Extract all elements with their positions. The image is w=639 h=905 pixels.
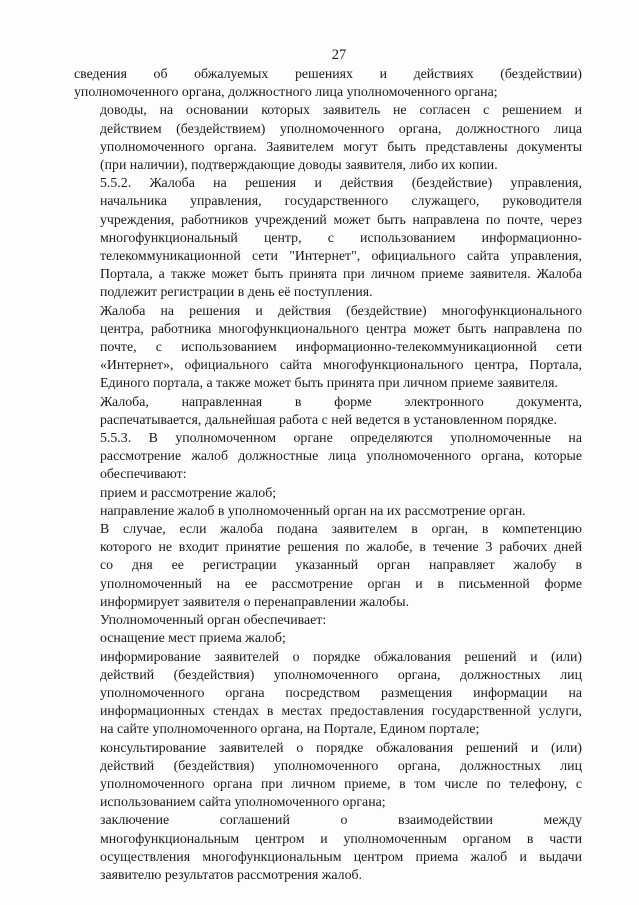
text-line: уполномоченного органа, должностного лица уполномоченного органа; [74,84,498,100]
page-number: 27 [331,47,347,63]
text-line: центра, работника многофункционального центра может быть направлена по [100,320,582,336]
paragraph [74,302,582,393]
paragraph [74,174,582,301]
text-line: использованием сайта уполномоченного органа; [100,794,386,810]
paragraph [74,648,582,739]
paragraph [74,502,582,520]
text-line: информирование заявителей о порядке обжалования решений и (или) [100,648,582,664]
text-line: со дня ее регистрации указанный орган направляет жалобу в [100,557,582,573]
text-line: прием и рассмотрение жалоб; [100,484,277,500]
text-line: многофункциональным центром и уполномоченным органом в части [100,830,582,846]
paragraph [74,739,582,812]
text-line: подлежит регистрации в день её поступления. [100,284,373,300]
paragraph [74,65,582,101]
paragraph [74,611,582,629]
paragraph [74,101,582,174]
text-line: информирует заявителя о перенаправлении жалобы. [100,593,409,609]
text-line: действий (бездействия) уполномоченного органа, должностных лиц [100,757,582,773]
text-line: направление жалоб в уполномоченный орган на их рассмотрение орган. [100,502,526,518]
paragraph [74,629,582,647]
text-line: Уполномоченный орган обеспечивает: [100,612,327,628]
text-line: Единого портала, а также может быть принята при личном приеме заявителя. [100,375,558,391]
text-line: начальника управления, государственного служащего, руководителя [100,193,582,209]
text-line: (при наличии), подтверждающие доводы заявителя, либо их копии. [100,157,498,173]
text-line: распечатывается, дальнейшая работа с ней ведется в установленном порядке. [100,411,557,427]
text-line: заявителю результатов рассмотрения жалоб. [100,866,362,882]
text-line: уполномоченного органа. Заявителем могут быть представлены документы [100,138,582,154]
text-line: Жалоба, направленная в форме электронного документа, [100,393,582,409]
text-line: заключение соглашений о взаимодействии между [100,812,582,828]
text-line: которого не входит принятие решения по жалобе, в течение 3 рабочих дней [100,539,582,555]
text-line: В случае, если жалоба подана заявителем в орган, в компетенцию [100,521,582,537]
text-line: осуществления многофункциональным центром приема жалоб и выдачи [100,848,582,864]
text-line: учреждения, работников учреждений может быть направлена по почте, через [100,211,582,227]
text-line: 5.5.3. В уполномоченном органе определяются уполномоченные на [100,430,582,446]
paragraph [74,393,582,429]
text-line: на сайте уполномоченного органа, на Портале, Едином портале; [100,721,480,737]
text-line: рассмотрение жалоб должностные лица уполномоченного органа, которые [100,448,582,464]
text-line: уполномоченного органа посредством размещения информации на [100,684,582,700]
text-line: обеспечивают: [100,466,187,482]
paragraph [74,429,582,484]
paragraph [74,811,582,884]
text-line: Жалоба на решения и действия (бездействие) многофункционального [100,302,582,318]
paragraph [74,520,582,611]
text-line: информационных стендах в местах предоставления государственной услуги, [100,703,582,719]
paragraph [74,484,582,502]
text-line: уполномоченный на ее рассмотрение орган и в письменной форме [100,575,582,591]
text-line: доводы, на основании которых заявитель не согласен с решением и [100,102,582,118]
text-line: многофункциональный центр, с использованием информационно- [100,229,582,245]
text-line: действием (бездействием) уполномоченного органа, должностного лица [100,120,582,136]
text-line: оснащение мест приема жалоб; [100,630,286,646]
text-line: консультирование заявителей о порядке обжалования решений и (или) [100,739,582,755]
text-line: Портала, а также может быть принята при личном приеме заявителя. Жалоба [100,266,582,282]
text-line: почте, с использованием информационно-телекоммуникационной сети [100,339,582,355]
text-line: сведения об обжалуемых решениях и действиях (бездействии) [74,66,582,81]
text-line: 5.5.2. Жалоба на решения и действия (бездействие) управления, [100,175,582,191]
text-line: телекоммуникационной сети "Интернет", официального сайта управления, [100,248,582,264]
document-body [74,65,582,884]
text-line: «Интернет», официального сайта многофункционального центра, Портала, [100,357,582,373]
text-line: действий (бездействия) уполномоченного органа, должностных лиц [100,666,582,682]
text-line: уполномоченного органа при личном приеме, в том числе по телефону, с [100,775,582,791]
